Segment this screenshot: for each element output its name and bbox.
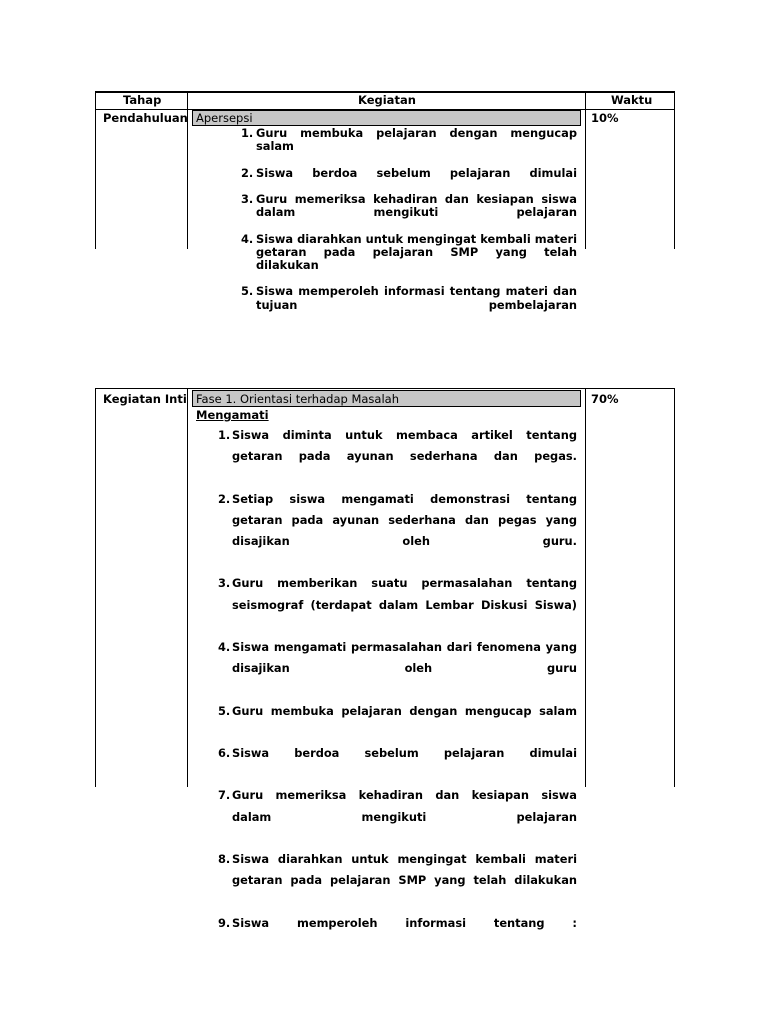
list-item-number: 4.: [218, 640, 231, 655]
list-item: [218, 701, 577, 743]
list-item: [218, 489, 577, 574]
list-item-number: 1.: [241, 126, 254, 140]
list-item-text: Setiap siswa mengamati demonstrasi tentang getaran pada ayunan sederhana dan pegas yang disajikan oleh guru.: [232, 491, 577, 549]
header-tahap: Tahap: [123, 93, 162, 107]
list-item-text: Siswa diminta untuk membaca artikel tentang getaran pada ayunan sederhana dan pegas.: [232, 428, 577, 464]
list-item: [218, 573, 577, 637]
list-item-number: 2.: [241, 165, 254, 180]
list-item: [241, 285, 577, 325]
column-divider: [187, 388, 188, 787]
stage-label: Pendahuluan: [103, 111, 188, 125]
list-item-number: 3.: [218, 576, 231, 591]
column-divider: [674, 91, 675, 249]
list-item-text: Siswa diarahkan untuk mengingat kembali materi getaran pada pelajaran SMP yang telah dilakukan: [256, 231, 577, 273]
subheading-mengamati: Mengamati: [196, 408, 269, 422]
list-item: [241, 127, 577, 167]
list-item-text: Siswa berdoa sebelum pelajaran dimulai: [232, 746, 577, 761]
list-item-number: 1.: [218, 428, 231, 442]
list-item-number: 5.: [218, 703, 231, 718]
list-item-number: 3.: [241, 192, 254, 207]
list-item-number: 7.: [218, 788, 231, 803]
table-top-border: [95, 388, 675, 389]
time-value: 10%: [591, 111, 619, 125]
section-title: Fase 1. Orientasi terhadap Masalah: [196, 392, 399, 406]
list-item-text: Guru membuka pelajaran dengan mengucap salam: [232, 703, 577, 718]
list-item-text: Siswa memperoleh informasi tentang :: [232, 915, 577, 930]
list-item-number: 6.: [218, 746, 231, 761]
mengamati-list: [218, 425, 577, 955]
column-divider: [585, 91, 586, 249]
apersepsi-list: [241, 127, 577, 325]
list-item-text: Siswa berdoa sebelum pelajaran dimulai: [256, 165, 577, 180]
list-item-number: 2.: [218, 491, 231, 506]
list-item: [218, 637, 577, 701]
list-item-text: Guru membuka pelajaran dengan mengucap salam: [256, 126, 577, 154]
list-item: [218, 849, 577, 913]
list-item: [241, 233, 577, 286]
list-item-text: Guru memeriksa kehadiran dan kesiapan siswa dalam mengikuti pelajaran: [232, 788, 577, 824]
list-item-number: 4.: [241, 231, 254, 246]
list-item: [218, 785, 577, 849]
list-item: [218, 425, 577, 489]
list-item-number: 8.: [218, 852, 231, 867]
list-item-text: Guru memberikan suatu permasalahan tentang seismograf (terdapat dalam Lembar Diskusi Siswa): [232, 576, 577, 612]
header-kegiatan: Kegiatan: [358, 93, 416, 107]
column-divider: [674, 388, 675, 787]
column-divider: [95, 388, 96, 787]
list-item: [218, 743, 577, 785]
header-waktu: Waktu: [611, 93, 653, 107]
list-item-text: Siswa memperoleh informasi tentang materi dan tujuan pembelajaran: [256, 284, 577, 312]
column-divider: [95, 91, 96, 249]
list-item: [241, 193, 577, 233]
list-item-text: Siswa diarahkan untuk mengingat kembali materi getaran pada pelajaran SMP yang telah dilakukan: [232, 852, 577, 888]
list-item-number: 5.: [241, 284, 254, 299]
list-item-text: Siswa mengamati permasalahan dari fenomena yang disajikan oleh guru: [232, 640, 577, 676]
time-value: 70%: [591, 392, 619, 406]
list-item-number: 9.: [218, 915, 231, 930]
list-item: [241, 167, 577, 193]
section-title: Apersepsi: [196, 111, 253, 125]
stage-label: Kegiatan Inti: [103, 392, 187, 406]
list-item-text: Guru memeriksa kehadiran dan kesiapan siswa dalam mengikuti pelajaran: [256, 192, 577, 220]
list-item: [218, 913, 577, 955]
column-divider: [585, 388, 586, 787]
